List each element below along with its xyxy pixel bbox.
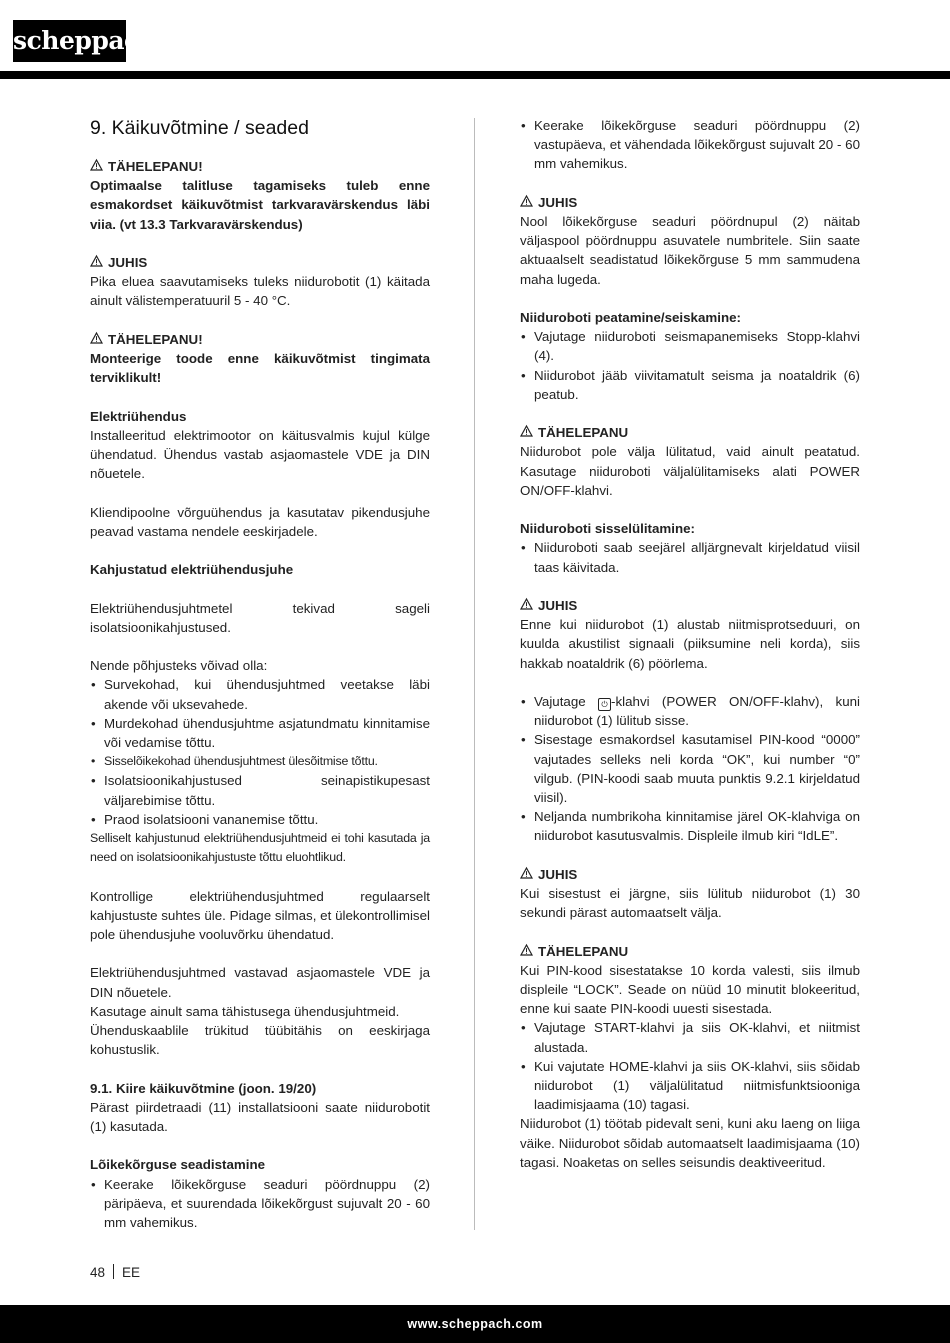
paragraph: Ühenduskaablile trükitud tüübitähis on eeskirjaga kohustuslik. — [90, 1023, 430, 1058]
subheading-electrical: Elektriühendus — [90, 408, 187, 424]
warning-triangle-icon — [90, 330, 103, 349]
warning-title: TÄHELEPANU! — [108, 331, 203, 347]
note-heading — [520, 596, 860, 615]
paragraph: Elektriühendusjuhtmetel tekivad sageli isolatsioonikahjustused. — [90, 600, 430, 635]
paragraph: Kliendipoolne võrguühendus ja kasutatav pikendusjuhe peavad vastama nendele eeskirjadele. — [90, 504, 430, 539]
website-link[interactable]: www.scheppach.com — [407, 1317, 543, 1331]
list-item: • Niiduroboti saab seejärel alljärgnevalt kirjeldatud viisil taas käivitada. — [520, 538, 860, 576]
note-text: Nool lõikekõrguse seaduri pöördnupul (2) näitab väljaspool pöördnuppu asuvatele numbritele. Siin saate aktuaalselt seadistatud lõikekõrguse 5 mm sammudena maha lugeda. — [520, 214, 860, 287]
paragraph: Nende põhjusteks võivad olla: — [90, 658, 268, 674]
warning-text: Kui PIN-kood sisestatakse 10 korda valesti, siis ilmub displeile “LOCK”. Seade on nüüd 10 minutit blokeeritud, enne kui saate PIN-koodi uuesti sisestada. — [520, 962, 860, 1017]
paragraph: Pärast piirdetraadi (11) installatsiooni saate niidurobotit (1) kasutada. — [90, 1099, 430, 1134]
paragraph: Niidurobot (1) töötab pidevalt seni, kuni aku laeng on liiga väike. Niidurobot sõidab automaatselt laadimisjaama (10) tagasi. Noaketas on selles seisundis deaktiveeritud. — [520, 1116, 860, 1170]
list-item: • Niidurobot jääb viivitamatult seisma ja noataldrik (6) peatub. — [520, 366, 860, 404]
list-item — [520, 692, 860, 730]
warning-triangle-icon — [520, 596, 533, 615]
warning-heading — [520, 423, 860, 442]
power-item-pre: Vajutage — [534, 694, 586, 709]
warning-triangle-icon — [520, 942, 533, 961]
note-title: JUHIS — [108, 255, 148, 270]
note-text: Enne kui niidurobot (1) alustab niitmisprotseduuri, on kuulda akustilist signaali (piiksumine neli korda), siis hakkab noataldrik (6) pöörlema. — [520, 617, 860, 671]
power-list — [520, 692, 860, 846]
note-text: Kui sisestust ei järgne, siis lülitub niidurobot (1) 30 sekundi pärast automaatselt välja. — [520, 886, 860, 921]
note-text: Pika eluea saavutamiseks tuleks niidurobotit (1) käitada ainult välistemperatuuril 5 - 40 °C. — [90, 274, 430, 309]
on-list — [520, 538, 860, 576]
power-item-post: -klahvi (POWER ON/OFF-klahv), kuni niidurobot (1) lülitub sisse. — [534, 694, 860, 729]
subheading-damaged-cable: Kahjustatud elektriühendusjuhe — [90, 562, 294, 578]
list-item: • Vajutage niiduroboti seismapanemiseks Stopp-klahvi (4). — [520, 327, 860, 365]
subheading-cutting-height: Lõikekõrguse seadistamine — [90, 1157, 266, 1173]
stop-list — [520, 327, 860, 404]
warning-text: Niidurobot pole välja lülitatud, vaid ainult peatatud. Kasutage niiduroboti väljalülitamiseks alati POWER ON/OFF-klahvi. — [520, 444, 860, 498]
warning-text: Monteerige toode enne käikuvõtmist tingimata terviklikult! — [90, 351, 430, 386]
list-item: • Survekohad, kui ühendusjuhtmed veetakse läbi akende või uksevahede. — [90, 675, 430, 713]
warning-triangle-icon — [90, 157, 103, 176]
note-title: JUHIS — [538, 598, 578, 613]
cut-list — [90, 1175, 430, 1233]
list-item: • Vajutage START-klahvi ja siis OK-klahvi, et niitmist alustada. — [520, 1018, 860, 1056]
page-number: 48 — [90, 1265, 106, 1280]
column-divider — [474, 118, 475, 1230]
power-button-icon: ⏻ — [598, 698, 611, 711]
subheading-switch-on: Niiduroboti sisselülitamine: — [520, 521, 695, 537]
cut-list-continued — [520, 116, 860, 174]
scheppach-logo: scheppach — [13, 20, 126, 62]
note-heading — [90, 253, 430, 272]
warning-text: Optimaalse talitluse tagamiseks tuleb enne esmakordset käikuvõtmist tarkvaravärskendus läbi viia. (vt 13.3 Tarkvaravärskendus) — [90, 178, 430, 232]
note-title: JUHIS — [538, 866, 578, 882]
list-item: • Keerake lõikekõrguse seaduri pöördnuppu (2) vastupäeva, et vähendada lõikekõrgust sujuvalt 20 - 60 mm vahemikus. — [520, 116, 860, 174]
paragraph: Kasutage ainult sama tähistusega ühendusjuhtmeid. — [90, 1003, 400, 1019]
warning-triangle-icon — [90, 253, 103, 272]
warning-heading — [90, 330, 430, 349]
paragraph: Kontrollige elektriühendusjuhtmed regulaarselt kahjustuste suhtes üle. Pidage silmas, et ülekontrollimisel pole ühendusjuhe vooluvõrku ühendatud. — [90, 888, 430, 942]
warning-triangle-icon — [520, 423, 533, 442]
paragraph: Selliselt kahjustunud elektriühendusjuhtmeid ei tohi kasutada ja need on isolatsioonikahjustuste tõttu eluohtlikud. — [90, 831, 430, 865]
section-heading: 9. Käikuvõtmine / seaded — [90, 117, 309, 139]
causes-list — [90, 675, 430, 829]
list-item: • Sisestage esmakordsel kasutamisel PIN-kood “0000” vajutades selleks neli korda “OK”, kui number “0” vilgub. (PIN-koodi saab muuta punktis 9.2.1 kirjeldatud viisil). — [520, 730, 860, 807]
note-heading — [520, 865, 860, 884]
list-item: • Murdekohad ühendusjuhtme asjatundmatu kinnitamise või vedamise tõttu. — [90, 714, 430, 752]
subheading-stop: Niiduroboti peatamine/seiskamine: — [520, 310, 741, 325]
note-title: JUHIS — [538, 194, 578, 210]
note-heading — [520, 193, 860, 212]
warning-title: TÄHELEPANU! — [108, 159, 203, 174]
header-rule — [0, 71, 950, 79]
footer-separator — [113, 1264, 114, 1279]
list-item: • Praod isolatsiooni vananemise tõttu. — [90, 810, 430, 829]
warning-heading — [90, 157, 430, 176]
warning-triangle-icon — [520, 193, 533, 212]
paragraph: Elektriühendusjuhtmed vastavad asjaomastele VDE ja DIN nõuetele. — [90, 965, 430, 1000]
paragraph: Installeeritud elektrimootor on käitusvalmis kujul külge ühendatud. Ühendus vastab asjaomastele VDE ja DIN nõuetele. — [90, 427, 430, 482]
list-item: • Isolatsioonikahjustused seinapistikupesast väljarebimise tõttu. — [90, 771, 430, 809]
language-code: EE — [122, 1265, 141, 1280]
lock-list — [520, 1018, 860, 1114]
right-column — [520, 116, 860, 1172]
website-bar — [0, 1305, 950, 1343]
page-footer — [90, 1264, 140, 1282]
warning-title: TÄHELEPANU — [538, 425, 629, 441]
warning-heading — [520, 942, 860, 961]
left-column — [90, 116, 430, 1232]
list-item: • Kui vajutate HOME-klahvi ja siis OK-klahvi, siis sõidab niidurobot (1) väljalülitatud niitmisfunktsiooniga laadimisjaama (10) tagasi. — [520, 1057, 860, 1115]
list-item: • Keerake lõikekõrguse seaduri pöördnuppu (2) päripäeva, et suurendada lõikekõrgust sujuvalt 20 - 60 mm vahemikus. — [90, 1175, 430, 1233]
warning-title: TÄHELEPANU — [538, 943, 629, 959]
list-item: • Neljanda numbrikoha kinnitamise järel OK-klahviga on niidurobot kasutusvalmis. Displeile ilmub kiri “IdLE”. — [520, 807, 860, 845]
list-item: • Sisselõikekohad ühendusjuhtmest ülesõitmise tõttu. — [90, 752, 430, 771]
subheading-quick-start: 9.1. Kiire käikuvõtmine (joon. 19/20) — [90, 1080, 317, 1096]
warning-triangle-icon — [520, 865, 533, 884]
